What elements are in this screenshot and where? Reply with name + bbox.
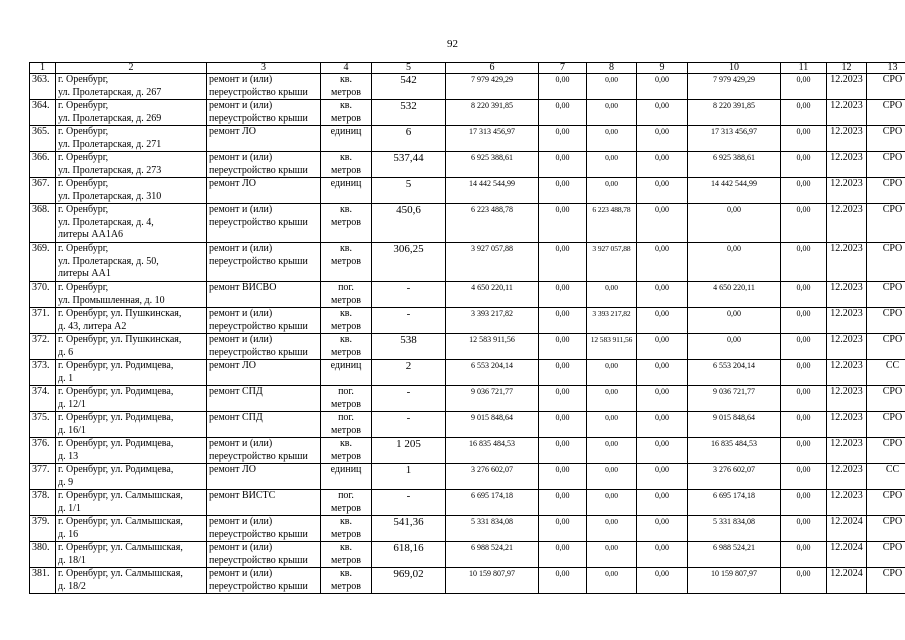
volume-cell: - <box>372 412 446 438</box>
row-number: 373. <box>30 360 56 386</box>
table-row <box>30 516 905 542</box>
fund-method-cell: СРО <box>867 386 905 412</box>
cost-col11-cell: 0,00 <box>781 490 827 516</box>
fund-method-cell: СС <box>867 360 905 386</box>
cost-col9-cell: 0,00 <box>637 308 688 334</box>
address-cell: г. Оренбург, ул. Родимцева, д. 12/1 <box>56 386 207 412</box>
work-type-cell: ремонт ЛО <box>207 360 321 386</box>
cost-col10-cell: 16 835 484,53 <box>688 438 781 464</box>
cost-col7-cell: 0,00 <box>539 243 587 282</box>
work-type-cell: ремонт ВИСТС <box>207 490 321 516</box>
address-cell: г. Оренбург, ул. Промышленная, д. 10 <box>56 282 207 308</box>
unit-cell: кв. метров <box>321 334 372 360</box>
column-header: 3 <box>207 63 321 74</box>
table-row <box>30 464 905 490</box>
deadline-cell: 12.2023 <box>827 204 867 243</box>
cost-col10-cell: 8 220 391,85 <box>688 100 781 126</box>
deadline-cell: 12.2024 <box>827 542 867 568</box>
row-number: 364. <box>30 100 56 126</box>
address-cell: г. Оренбург, ул. Пролетарская, д. 273 <box>56 152 207 178</box>
row-number: 369. <box>30 243 56 282</box>
work-type-cell: ремонт ЛО <box>207 126 321 152</box>
work-type-cell: ремонт и (или) переустройство крыши <box>207 542 321 568</box>
unit-cell: кв. метров <box>321 243 372 282</box>
row-number: 365. <box>30 126 56 152</box>
cost-col10-cell: 6 553 204,14 <box>688 360 781 386</box>
cost-col7-cell: 0,00 <box>539 360 587 386</box>
table-row <box>30 282 905 308</box>
cost-col9-cell: 0,00 <box>637 243 688 282</box>
cost-col7-cell: 0,00 <box>539 412 587 438</box>
fund-method-cell: СРО <box>867 412 905 438</box>
cost-col11-cell: 0,00 <box>781 74 827 100</box>
cost-col11-cell: 0,00 <box>781 282 827 308</box>
fund-method-cell: СРО <box>867 282 905 308</box>
work-type-cell: ремонт и (или) переустройство крыши <box>207 74 321 100</box>
cost-col9-cell: 0,00 <box>637 334 688 360</box>
row-number: 370. <box>30 282 56 308</box>
total-cost-cell: 3 927 057,88 <box>446 243 539 282</box>
column-header: 9 <box>637 63 688 74</box>
cost-col10-cell: 0,00 <box>688 243 781 282</box>
volume-cell: 1 205 <box>372 438 446 464</box>
work-type-cell: ремонт и (или) переустройство крыши <box>207 204 321 243</box>
cost-col10-cell: 4 650 220,11 <box>688 282 781 308</box>
total-cost-cell: 12 583 911,56 <box>446 334 539 360</box>
cost-col11-cell: 0,00 <box>781 308 827 334</box>
cost-col7-cell: 0,00 <box>539 542 587 568</box>
deadline-cell: 12.2023 <box>827 126 867 152</box>
fund-method-cell: СРО <box>867 243 905 282</box>
cost-col8-cell: 3 927 057,88 <box>587 243 637 282</box>
row-number: 377. <box>30 464 56 490</box>
deadline-cell: 12.2023 <box>827 74 867 100</box>
unit-cell: кв. метров <box>321 516 372 542</box>
total-cost-cell: 6 988 524,21 <box>446 542 539 568</box>
column-header: 10 <box>688 63 781 74</box>
table-row <box>30 568 905 594</box>
work-type-cell: ремонт ЛО <box>207 464 321 490</box>
column-header: 6 <box>446 63 539 74</box>
column-header: 2 <box>56 63 207 74</box>
cost-col10-cell: 5 331 834,08 <box>688 516 781 542</box>
cost-col8-cell: 0,00 <box>587 282 637 308</box>
fund-method-cell: СРО <box>867 542 905 568</box>
cost-col9-cell: 0,00 <box>637 74 688 100</box>
cost-col10-cell: 14 442 544,99 <box>688 178 781 204</box>
cost-col8-cell: 0,00 <box>587 542 637 568</box>
address-cell: г. Оренбург, ул. Родимцева, д. 9 <box>56 464 207 490</box>
volume-cell: 6 <box>372 126 446 152</box>
cost-col9-cell: 0,00 <box>637 360 688 386</box>
total-cost-cell: 8 220 391,85 <box>446 100 539 126</box>
volume-cell: 618,16 <box>372 542 446 568</box>
column-header: 7 <box>539 63 587 74</box>
cost-col7-cell: 0,00 <box>539 386 587 412</box>
address-cell: г. Оренбург, ул. Пролетарская, д. 50, литеры АА1 <box>56 243 207 282</box>
unit-cell: кв. метров <box>321 542 372 568</box>
fund-method-cell: СС <box>867 464 905 490</box>
address-cell: г. Оренбург, ул. Пролетарская, д. 271 <box>56 126 207 152</box>
cost-col10-cell: 0,00 <box>688 308 781 334</box>
total-cost-cell: 9 036 721,77 <box>446 386 539 412</box>
total-cost-cell: 6 223 488,78 <box>446 204 539 243</box>
deadline-cell: 12.2023 <box>827 243 867 282</box>
total-cost-cell: 7 979 429,29 <box>446 74 539 100</box>
cost-col8-cell: 0,00 <box>587 360 637 386</box>
cost-col9-cell: 0,00 <box>637 282 688 308</box>
deadline-cell: 12.2024 <box>827 568 867 594</box>
table-row <box>30 438 905 464</box>
cost-col9-cell: 0,00 <box>637 542 688 568</box>
total-cost-cell: 6 553 204,14 <box>446 360 539 386</box>
cost-col9-cell: 0,00 <box>637 412 688 438</box>
row-number: 374. <box>30 386 56 412</box>
cost-col11-cell: 0,00 <box>781 412 827 438</box>
register-table <box>29 62 905 594</box>
cost-col8-cell: 0,00 <box>587 100 637 126</box>
cost-col9-cell: 0,00 <box>637 568 688 594</box>
cost-col7-cell: 0,00 <box>539 152 587 178</box>
fund-method-cell: СРО <box>867 152 905 178</box>
fund-method-cell: СРО <box>867 516 905 542</box>
unit-cell: пог. метров <box>321 282 372 308</box>
cost-col7-cell: 0,00 <box>539 74 587 100</box>
deadline-cell: 12.2023 <box>827 412 867 438</box>
cost-col7-cell: 0,00 <box>539 204 587 243</box>
volume-cell: 532 <box>372 100 446 126</box>
column-header: 4 <box>321 63 372 74</box>
cost-col7-cell: 0,00 <box>539 334 587 360</box>
cost-col11-cell: 0,00 <box>781 568 827 594</box>
address-cell: г. Оренбург, ул. Родимцева, д. 13 <box>56 438 207 464</box>
unit-cell: кв. метров <box>321 568 372 594</box>
deadline-cell: 12.2023 <box>827 386 867 412</box>
row-number: 366. <box>30 152 56 178</box>
cost-col7-cell: 0,00 <box>539 490 587 516</box>
cost-col8-cell: 3 393 217,82 <box>587 308 637 334</box>
cost-col10-cell: 10 159 807,97 <box>688 568 781 594</box>
cost-col11-cell: 0,00 <box>781 360 827 386</box>
table-row <box>30 334 905 360</box>
cost-col8-cell: 6 223 488,78 <box>587 204 637 243</box>
deadline-cell: 12.2023 <box>827 308 867 334</box>
fund-method-cell: СРО <box>867 126 905 152</box>
cost-col10-cell: 7 979 429,29 <box>688 74 781 100</box>
column-header: 11 <box>781 63 827 74</box>
work-type-cell: ремонт и (или) переустройство крыши <box>207 568 321 594</box>
table-row <box>30 490 905 516</box>
cost-col11-cell: 0,00 <box>781 386 827 412</box>
cost-col8-cell: 0,00 <box>587 412 637 438</box>
row-number: 378. <box>30 490 56 516</box>
deadline-cell: 12.2023 <box>827 490 867 516</box>
deadline-cell: 12.2023 <box>827 178 867 204</box>
table-row <box>30 412 905 438</box>
deadline-cell: 12.2023 <box>827 464 867 490</box>
fund-method-cell: СРО <box>867 204 905 243</box>
total-cost-cell: 14 442 544,99 <box>446 178 539 204</box>
address-cell: г. Оренбург, ул. Пушкинская, д. 43, литера А2 <box>56 308 207 334</box>
row-number: 376. <box>30 438 56 464</box>
cost-col7-cell: 0,00 <box>539 126 587 152</box>
cost-col11-cell: 0,00 <box>781 152 827 178</box>
cost-col11-cell: 0,00 <box>781 243 827 282</box>
deadline-cell: 12.2023 <box>827 438 867 464</box>
cost-col9-cell: 0,00 <box>637 100 688 126</box>
volume-cell: 969,02 <box>372 568 446 594</box>
table-body <box>30 74 905 594</box>
unit-cell: пог. метров <box>321 412 372 438</box>
cost-col10-cell: 6 925 388,61 <box>688 152 781 178</box>
cost-col9-cell: 0,00 <box>637 516 688 542</box>
table-row <box>30 126 905 152</box>
row-number: 368. <box>30 204 56 243</box>
fund-method-cell: СРО <box>867 74 905 100</box>
total-cost-cell: 6 695 174,18 <box>446 490 539 516</box>
cost-col11-cell: 0,00 <box>781 178 827 204</box>
cost-col11-cell: 0,00 <box>781 438 827 464</box>
cost-col9-cell: 0,00 <box>637 204 688 243</box>
total-cost-cell: 10 159 807,97 <box>446 568 539 594</box>
cost-col8-cell: 0,00 <box>587 178 637 204</box>
deadline-cell: 12.2023 <box>827 152 867 178</box>
volume-cell: 538 <box>372 334 446 360</box>
address-cell: г. Оренбург, ул. Пролетарская, д. 267 <box>56 74 207 100</box>
fund-method-cell: СРО <box>867 438 905 464</box>
unit-cell: пог. метров <box>321 490 372 516</box>
cost-col11-cell: 0,00 <box>781 464 827 490</box>
unit-cell: кв. метров <box>321 74 372 100</box>
unit-cell: кв. метров <box>321 152 372 178</box>
row-number: 363. <box>30 74 56 100</box>
deadline-cell: 12.2023 <box>827 360 867 386</box>
total-cost-cell: 3 393 217,82 <box>446 308 539 334</box>
table-row <box>30 360 905 386</box>
table-row <box>30 178 905 204</box>
cost-col9-cell: 0,00 <box>637 178 688 204</box>
fund-method-cell: СРО <box>867 334 905 360</box>
cost-col8-cell: 0,00 <box>587 438 637 464</box>
unit-cell: кв. метров <box>321 100 372 126</box>
unit-cell: пог. метров <box>321 386 372 412</box>
column-header: 8 <box>587 63 637 74</box>
cost-col8-cell: 0,00 <box>587 490 637 516</box>
cost-col8-cell: 0,00 <box>587 126 637 152</box>
cost-col10-cell: 0,00 <box>688 204 781 243</box>
cost-col10-cell: 6 695 174,18 <box>688 490 781 516</box>
address-cell: г. Оренбург, ул. Салмышская, д. 16 <box>56 516 207 542</box>
column-header: 13 <box>867 63 905 74</box>
table-row <box>30 308 905 334</box>
work-type-cell: ремонт и (или) переустройство крыши <box>207 334 321 360</box>
table-row <box>30 204 905 243</box>
total-cost-cell: 5 331 834,08 <box>446 516 539 542</box>
cost-col11-cell: 0,00 <box>781 516 827 542</box>
cost-col10-cell: 9 015 848,64 <box>688 412 781 438</box>
row-number: 379. <box>30 516 56 542</box>
volume-cell: - <box>372 308 446 334</box>
cost-col7-cell: 0,00 <box>539 464 587 490</box>
row-number: 372. <box>30 334 56 360</box>
total-cost-cell: 6 925 388,61 <box>446 152 539 178</box>
table-row <box>30 542 905 568</box>
volume-cell: 450,6 <box>372 204 446 243</box>
work-type-cell: ремонт и (или) переустройство крыши <box>207 152 321 178</box>
cost-col8-cell: 12 583 911,56 <box>587 334 637 360</box>
volume-cell: 542 <box>372 74 446 100</box>
fund-method-cell: СРО <box>867 490 905 516</box>
row-number: 375. <box>30 412 56 438</box>
work-type-cell: ремонт ВИСВО <box>207 282 321 308</box>
cost-col9-cell: 0,00 <box>637 126 688 152</box>
total-cost-cell: 9 015 848,64 <box>446 412 539 438</box>
cost-col8-cell: 0,00 <box>587 386 637 412</box>
cost-col10-cell: 0,00 <box>688 334 781 360</box>
cost-col11-cell: 0,00 <box>781 100 827 126</box>
cost-col10-cell: 6 988 524,21 <box>688 542 781 568</box>
fund-method-cell: СРО <box>867 178 905 204</box>
cost-col11-cell: 0,00 <box>781 204 827 243</box>
address-cell: г. Оренбург, ул. Салмышская, д. 18/1 <box>56 542 207 568</box>
cost-col9-cell: 0,00 <box>637 464 688 490</box>
cost-col11-cell: 0,00 <box>781 126 827 152</box>
deadline-cell: 12.2023 <box>827 282 867 308</box>
deadline-cell: 12.2023 <box>827 334 867 360</box>
table-row <box>30 74 905 100</box>
work-type-cell: ремонт и (или) переустройство крыши <box>207 308 321 334</box>
work-type-cell: ремонт и (или) переустройство крыши <box>207 516 321 542</box>
address-cell: г. Оренбург, ул. Салмышская, д. 18/2 <box>56 568 207 594</box>
address-cell: г. Оренбург, ул. Родимцева, д. 16/1 <box>56 412 207 438</box>
total-cost-cell: 16 835 484,53 <box>446 438 539 464</box>
fund-method-cell: СРО <box>867 568 905 594</box>
unit-cell: кв. метров <box>321 438 372 464</box>
total-cost-cell: 4 650 220,11 <box>446 282 539 308</box>
row-number: 381. <box>30 568 56 594</box>
deadline-cell: 12.2024 <box>827 516 867 542</box>
table-row <box>30 100 905 126</box>
row-number: 371. <box>30 308 56 334</box>
cost-col9-cell: 0,00 <box>637 152 688 178</box>
cost-col8-cell: 0,00 <box>587 152 637 178</box>
cost-col10-cell: 3 276 602,07 <box>688 464 781 490</box>
cost-col7-cell: 0,00 <box>539 516 587 542</box>
work-type-cell: ремонт СПД <box>207 386 321 412</box>
address-cell: г. Оренбург, ул. Родимцева, д. 1 <box>56 360 207 386</box>
volume-cell: 537,44 <box>372 152 446 178</box>
table-row <box>30 243 905 282</box>
address-cell: г. Оренбург, ул. Пушкинская, д. 6 <box>56 334 207 360</box>
unit-cell: кв. метров <box>321 308 372 334</box>
column-number-row <box>30 63 905 74</box>
deadline-cell: 12.2023 <box>827 100 867 126</box>
total-cost-cell: 3 276 602,07 <box>446 464 539 490</box>
volume-cell: - <box>372 490 446 516</box>
cost-col9-cell: 0,00 <box>637 386 688 412</box>
volume-cell: 2 <box>372 360 446 386</box>
fund-method-cell: СРО <box>867 308 905 334</box>
volume-cell: - <box>372 282 446 308</box>
address-cell: г. Оренбург, ул. Пролетарская, д. 310 <box>56 178 207 204</box>
work-type-cell: ремонт ЛО <box>207 178 321 204</box>
volume-cell: 1 <box>372 464 446 490</box>
cost-col11-cell: 0,00 <box>781 334 827 360</box>
cost-col7-cell: 0,00 <box>539 308 587 334</box>
column-header: 1 <box>30 63 56 74</box>
cost-col8-cell: 0,00 <box>587 74 637 100</box>
work-type-cell: ремонт и (или) переустройство крыши <box>207 243 321 282</box>
cost-col7-cell: 0,00 <box>539 568 587 594</box>
volume-cell: 306,25 <box>372 243 446 282</box>
cost-col8-cell: 0,00 <box>587 516 637 542</box>
unit-cell: единиц <box>321 178 372 204</box>
column-header: 12 <box>827 63 867 74</box>
cost-col10-cell: 17 313 456,97 <box>688 126 781 152</box>
volume-cell: 541,36 <box>372 516 446 542</box>
address-cell: г. Оренбург, ул. Салмышская, д. 1/1 <box>56 490 207 516</box>
cost-col7-cell: 0,00 <box>539 282 587 308</box>
volume-cell: 5 <box>372 178 446 204</box>
total-cost-cell: 17 313 456,97 <box>446 126 539 152</box>
unit-cell: единиц <box>321 464 372 490</box>
work-type-cell: ремонт и (или) переустройство крыши <box>207 100 321 126</box>
cost-col10-cell: 9 036 721,77 <box>688 386 781 412</box>
row-number: 380. <box>30 542 56 568</box>
page-number: 92 <box>447 38 458 50</box>
address-cell: г. Оренбург, ул. Пролетарская, д. 269 <box>56 100 207 126</box>
cost-col7-cell: 0,00 <box>539 438 587 464</box>
unit-cell: кв. метров <box>321 204 372 243</box>
cost-col8-cell: 0,00 <box>587 464 637 490</box>
unit-cell: единиц <box>321 126 372 152</box>
cost-col9-cell: 0,00 <box>637 438 688 464</box>
cost-col11-cell: 0,00 <box>781 542 827 568</box>
address-cell: г. Оренбург, ул. Пролетарская, д. 4, литеры АА1А6 <box>56 204 207 243</box>
work-type-cell: ремонт СПД <box>207 412 321 438</box>
cost-col7-cell: 0,00 <box>539 178 587 204</box>
table-row <box>30 386 905 412</box>
fund-method-cell: СРО <box>867 100 905 126</box>
cost-col9-cell: 0,00 <box>637 490 688 516</box>
unit-cell: единиц <box>321 360 372 386</box>
cost-col8-cell: 0,00 <box>587 568 637 594</box>
table-row <box>30 152 905 178</box>
row-number: 367. <box>30 178 56 204</box>
work-type-cell: ремонт и (или) переустройство крыши <box>207 438 321 464</box>
column-header: 5 <box>372 63 446 74</box>
cost-col7-cell: 0,00 <box>539 100 587 126</box>
volume-cell: - <box>372 386 446 412</box>
